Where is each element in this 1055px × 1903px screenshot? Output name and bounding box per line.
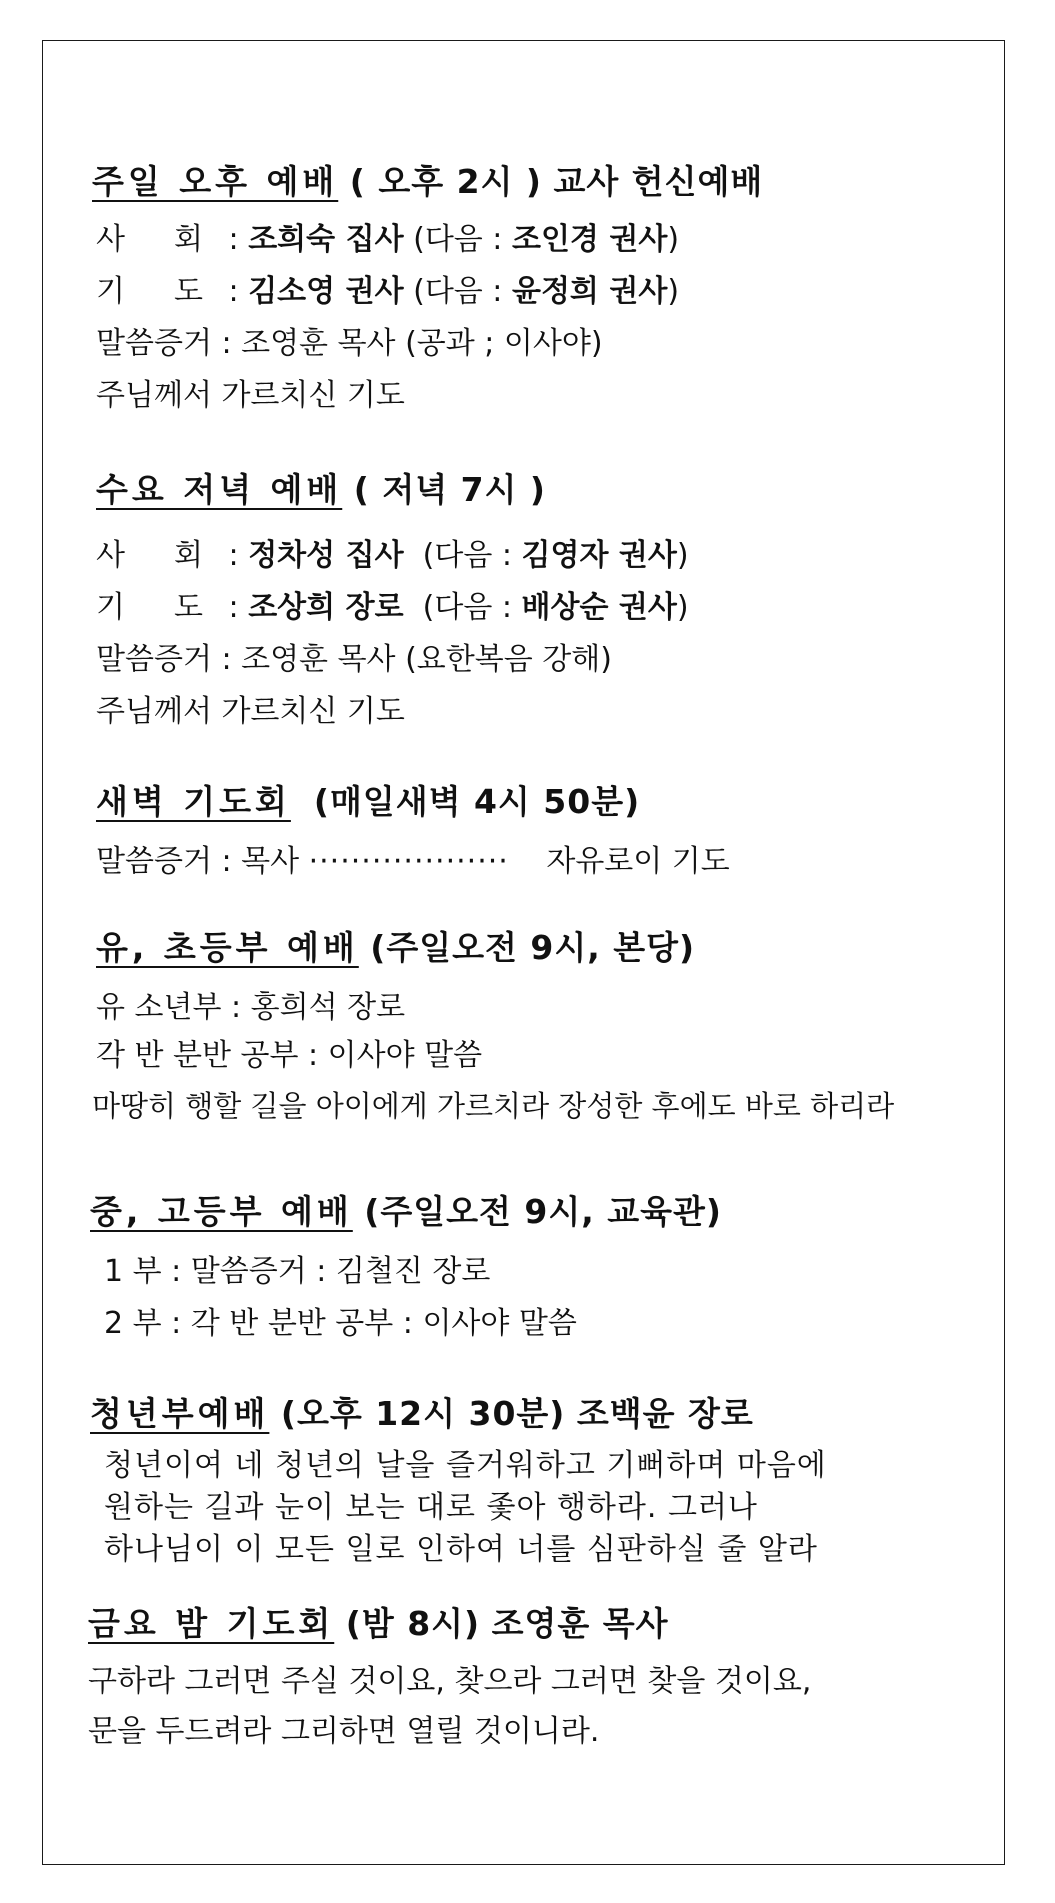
young-adult-heading <box>90 1394 754 1434</box>
next-leader-name: 조인경 권사 <box>511 222 668 257</box>
section-time: (주일오전 9시, 본당) <box>370 928 696 967</box>
leader-name: 정차성 집사 <box>248 538 404 573</box>
section-leader: 조백윤 장로 <box>576 1394 754 1433</box>
section-time: (밤 8시) <box>345 1604 481 1643</box>
section-title: 청년부예배 <box>90 1394 270 1433</box>
elementary-line-2: 각 반 분반 공부 : 이사야 말씀 <box>96 1038 483 1073</box>
next-leader-name: 김영자 권사 <box>521 538 677 573</box>
section-time: ( 저녁 7시 ) <box>353 470 546 509</box>
young-adult-verse-2: 원하는 길과 눈이 보는 대로 좇아 행하라. 그러나 <box>104 1490 758 1525</box>
section-leader: 조영훈 목사 <box>491 1604 669 1643</box>
section-title: 새벽 기도회 <box>96 782 291 821</box>
prayer-line: 주님께서 가르치신 기도 <box>96 694 405 729</box>
leader-row: 사 회 : 조희숙 집사 (다음 : 조인경 권사) <box>96 222 680 257</box>
sermon-line: 말씀증거 : 조영훈 목사 (요한복음 강해) <box>96 642 612 677</box>
section-time: (주일오전 9시, 교육관) <box>364 1192 722 1231</box>
elementary-heading <box>96 928 695 968</box>
section-time: ( 오후 2시 ) <box>349 162 542 201</box>
next-prayer-name: 배상순 권사 <box>521 590 677 625</box>
prayer-row: 기 도 : 조상희 장로 (다음 : 배상순 권사) <box>96 590 689 625</box>
section-time: (매일새벽 4시 50분) <box>313 782 641 821</box>
friday-verse-2: 문을 두드려라 그리하면 열릴 것이니라. <box>88 1714 600 1749</box>
leader-row: 사 회 : 정차성 집사 (다음 : 김영자 권사) <box>96 538 689 573</box>
section-title: 주일 오후 예배 <box>92 162 339 201</box>
leader-name: 조희숙 집사 <box>248 222 404 257</box>
dawn-sermon-line: 말씀증거 : 목사 ··················· 자유로이 기도 <box>96 844 730 879</box>
section-title: 수요 저녁 예배 <box>96 470 343 509</box>
prayer-name: 조상희 장로 <box>248 590 404 625</box>
young-adult-verse-1: 청년이여 네 청년의 날을 즐거워하고 기뻐하며 마음에 <box>104 1448 827 1483</box>
next-prayer-name: 윤정희 권사 <box>511 274 668 309</box>
prayer-line: 주님께서 가르치신 기도 <box>96 378 405 413</box>
section-extra: 교사 헌신예배 <box>553 162 764 201</box>
section-title: 금요 밤 기도회 <box>88 1604 335 1643</box>
youth-line-1: 1 부 : 말씀증거 : 김철진 장로 <box>104 1254 491 1289</box>
dawn-prayer-heading <box>96 782 640 822</box>
young-adult-verse-3: 하나님이 이 모든 일로 인하여 너를 심판하실 줄 알라 <box>104 1532 818 1567</box>
friday-verse-1: 구하라 그러면 주실 것이요, 찾으라 그러면 찾을 것이요, <box>88 1664 812 1699</box>
friday-night-heading <box>88 1604 669 1644</box>
prayer-name: 김소영 권사 <box>248 274 404 309</box>
wednesday-evening-heading <box>96 470 546 510</box>
youth-heading <box>90 1192 722 1232</box>
sunday-afternoon-heading <box>92 162 763 202</box>
sermon-line: 말씀증거 : 조영훈 목사 (공과 ; 이사야) <box>96 326 603 361</box>
section-time: (오후 12시 30분) <box>280 1394 566 1433</box>
leader-dots: ··················· <box>308 844 509 879</box>
section-title: 유, 초등부 예배 <box>96 928 359 967</box>
elementary-verse: 마땅히 행할 길을 아이에게 가르치라 장성한 후에도 바로 하리라 <box>92 1089 895 1123</box>
youth-line-2: 2 부 : 각 반 분반 공부 : 이사야 말씀 <box>104 1306 577 1341</box>
section-title: 중, 고등부 예배 <box>90 1192 353 1231</box>
elementary-line-1: 유 소년부 : 홍희석 장로 <box>96 990 406 1025</box>
prayer-row: 기 도 : 김소영 권사 (다음 : 윤정희 권사) <box>96 274 680 309</box>
